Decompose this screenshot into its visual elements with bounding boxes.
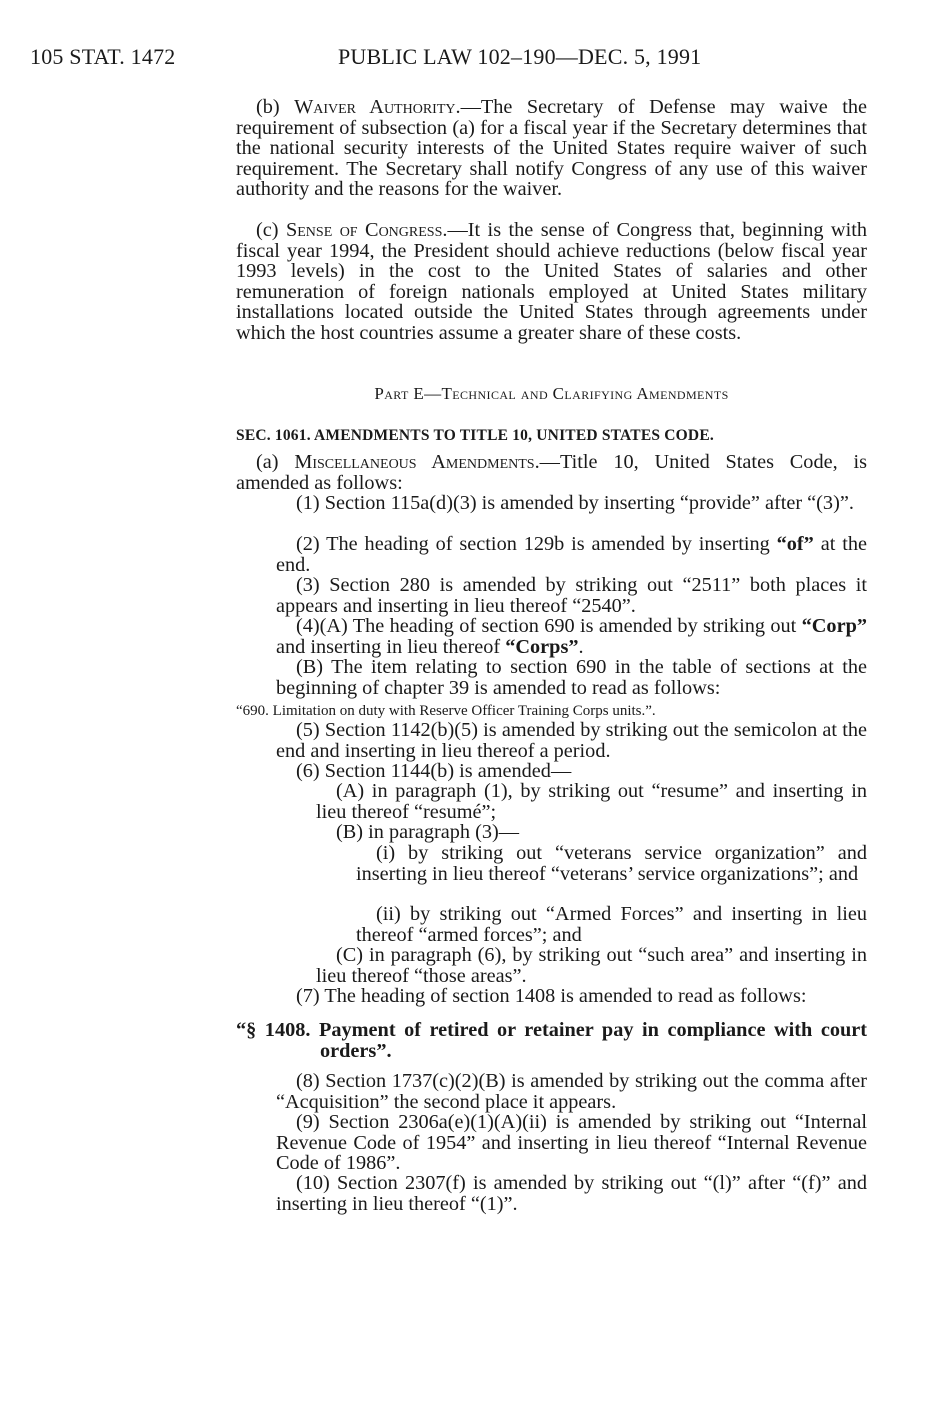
paragraph-8: (8) Section 1737(c)(2)(B) is amended by striking out the comma after “Acquisition” the second place it appears. [276, 1070, 867, 1113]
paragraph-3: (3) Section 280 is amended by striking out “2511” both places it appears and inserting in lieu thereof “2540”. [276, 574, 867, 617]
paragraph-6b-i: (i) by striking out “veterans service organization” and inserting in lieu thereof “veterans’ service organizations”; and [356, 842, 867, 885]
subsection-a [236, 452, 867, 493]
subsection-c-lead: (c) [256, 219, 286, 241]
paragraph-1: (1) Section 115a(d)(3) is amended by inserting “provide” after “(3)”. [296, 492, 854, 514]
paragraph-4a-bold-2: “Corps” [505, 635, 579, 658]
paragraph-2-tail: at the end. [276, 533, 867, 576]
paragraph-4a-text-1: (4)(A) The heading of section 690 is amended by striking out [296, 615, 802, 637]
subsection-c-caption: Sense of Congress. [285, 219, 448, 241]
paragraph-6b-ii: (ii) by striking out “Armed Forces” and inserting in lieu thereof “armed forces”; and [356, 903, 867, 946]
paragraph-2-bold: “of” [776, 533, 814, 555]
paragraph-2-text: (2) The heading of section 129b is amended by inserting [296, 533, 777, 555]
section-1408-number: “§ 1408. [236, 1019, 319, 1041]
section-1408-title: Payment of retired or retainer pay in compliance with court orders”. [318, 1019, 868, 1062]
subsection-b-lead: (b) [256, 96, 295, 118]
paragraph-6a: (A) in paragraph (1), by striking out “resume” and inserting in lieu thereof “resumé”; [316, 780, 867, 823]
paragraph-6c: (C) in paragraph (6), by striking out “such area” and inserting in lieu thereof “those areas”. [316, 944, 867, 987]
paragraph-4a-bold-1: “Corp” [801, 615, 867, 637]
section-1408-heading [236, 1020, 867, 1061]
paragraph-5: (5) Section 1142(b)(5) is amended by striking out the semicolon at the end and inserting in lieu thereof a period. [276, 719, 867, 762]
subsection-b-caption: Waiver Authority. [294, 96, 461, 118]
paragraph-7: (7) The heading of section 1408 is amended to read as follows: [296, 985, 807, 1007]
paragraph-4a-text-2: and inserting in lieu thereof [276, 635, 506, 658]
paragraph-6b: (B) in paragraph (3)— [336, 821, 520, 843]
section-heading: SEC. 1061. AMENDMENTS TO TITLE 10, UNITED STATES CODE. [236, 427, 714, 444]
paragraph-4a-text-3: . [578, 635, 584, 658]
paragraph-9: (9) Section 2306a(e)(1)(A)(ii) is amended by striking out “Internal Revenue Code of 1954” and inserting in lieu thereof “Internal Revenue Code of 1986”. [276, 1111, 867, 1175]
subsection-c [236, 220, 867, 344]
subsection-b [236, 97, 867, 200]
subsection-a-text: —Title 10, United States Code, is amended as follows: [236, 451, 867, 494]
subsection-c-text: —It is the sense of Congress that, beginning with fiscal year 1994, the President should achieve reductions (below fiscal year 1993 levels) in the cost to the United States of salaries and other remuneration of foreign nationals employed at United States military installations located outside the United States through agreements under which the host countries assume a greater share of these costs. [236, 219, 867, 344]
subsection-a-caption: Miscellaneous Amendments. [294, 451, 540, 473]
part-heading: Part E—Technical and Clarifying Amendments [374, 384, 729, 403]
table-of-sections-item: “690. Limitation on duty with Reserve Officer Training Corps units.”. [236, 703, 656, 719]
subsection-a-lead: (a) [256, 451, 295, 473]
paragraph-6: (6) Section 1144(b) is amended— [296, 760, 572, 782]
running-header: PUBLIC LAW 102–190—DEC. 5, 1991 [338, 44, 702, 69]
paragraph-4b: (B) The item relating to section 690 in the table of sections at the beginning of chapter 39 is amended to read as follows: [276, 656, 867, 699]
page-number-header: 105 STAT. 1472 [30, 44, 176, 69]
paragraph-10: (10) Section 2307(f) is amended by striking out “(l)” after “(f)” and inserting in lieu thereof “(1)”. [276, 1172, 867, 1215]
paragraph-2 [276, 534, 867, 575]
subsection-b-text: —The Secretary of Defense may waive the requirement of subsection (a) for a fiscal year if the Secretary determines that the national security interests of the United States require waiver of such requirement. The Secretary shall notify Congress of any use of this waiver authority and the reasons for the waiver. [236, 96, 867, 201]
paragraph-4a [276, 616, 867, 657]
